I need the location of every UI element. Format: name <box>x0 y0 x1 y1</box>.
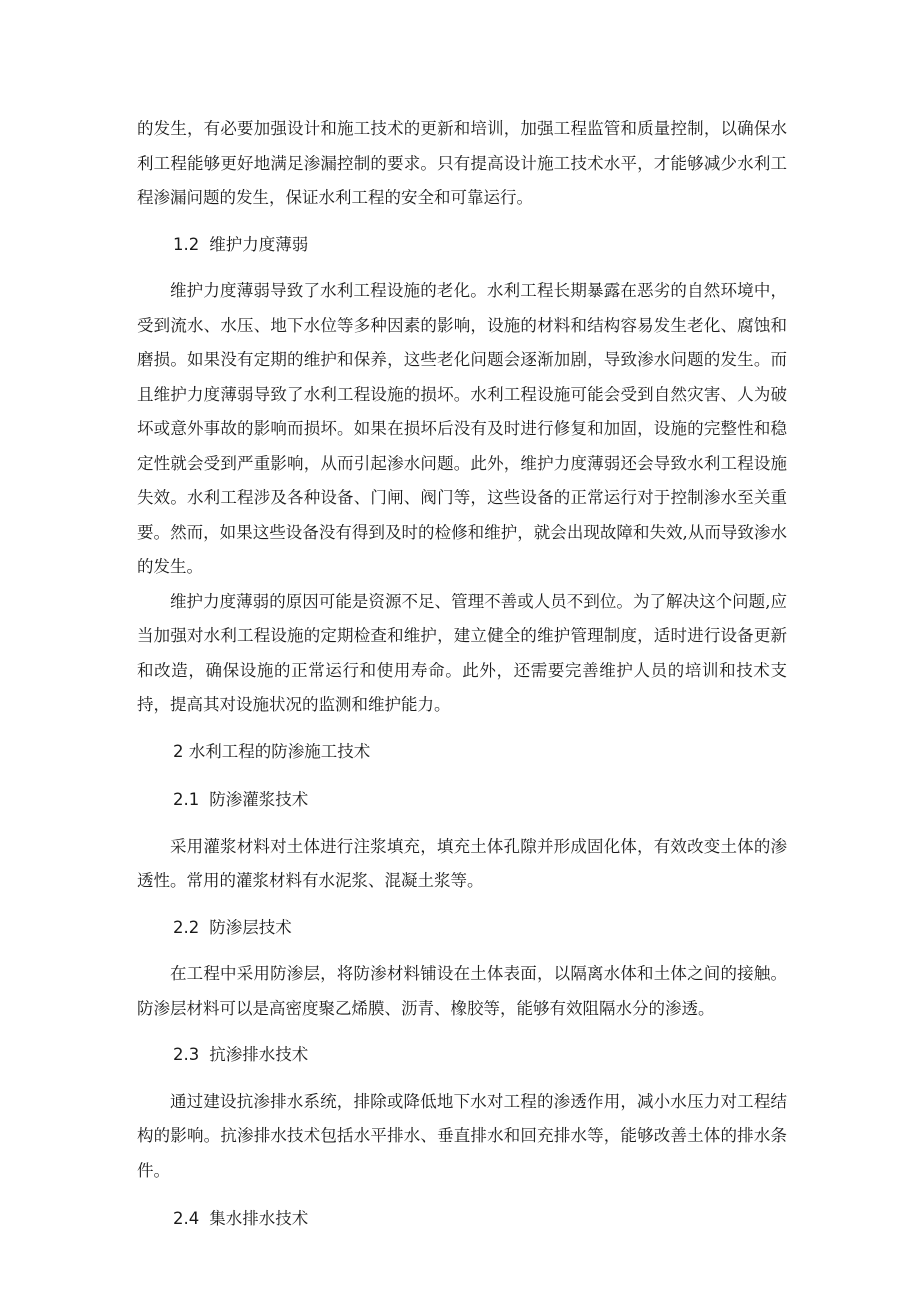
paragraph-maintenance-causes: 维护力度薄弱的原因可能是资源不足、管理不善或人员不到位。为了解决这个问题,应当加强对水利工程设施的定期检查和维护，建立健全的维护管理制度，适时进行设备更新和改造，确保设施的正常运行和使用寿命。此外，还需要完善维护人员的培训和技术支持，提高其对设施状况的监测和维护能力。 <box>137 591 787 714</box>
section-heading-2-1 <box>137 783 787 818</box>
section-number: 2.3 <box>173 1045 200 1064</box>
section-title: 维护力度薄弱 <box>209 234 309 254</box>
section-title: 防渗层技术 <box>209 917 292 937</box>
section-number: 2.2 <box>173 917 200 937</box>
section-number: 2.4 <box>173 1209 200 1228</box>
document-page <box>137 112 787 1237</box>
paragraph-seepage-layer: 在工程中采用防渗层，将防渗材料铺设在土体表面，以隔离水体和土体之间的接触。防渗层材料可以是高密度聚乙烯膜、沥青、橡胶等，能够有效阻隔水分的渗透。 <box>137 964 787 1018</box>
section-number: 1.2 <box>173 234 200 254</box>
section-number: 2.1 <box>173 790 200 809</box>
section-heading-1-2 <box>137 228 787 263</box>
section-title: 抗渗排水技术 <box>209 1045 309 1064</box>
section-title: 防渗灌浆技术 <box>209 790 309 809</box>
section-title: 集水排水技术 <box>209 1209 309 1228</box>
section-heading-2-4 <box>137 1202 787 1237</box>
paragraph-maintenance-aging: 维护力度薄弱导致了水利工程设施的老化。水利工程长期暴露在恶劣的自然环境中，受到流水、水压、地下水位等多种因素的影响，设施的材料和结构容易发生老化、腐蚀和磨损。如果没有定期的维护和保养，这些老化问题会逐渐加剧，导致渗水问题的发生。而且维护力度薄弱导致了水利工程设施的损坏。水利工程设施可能会受到自然灾害、人为破坏或意外事故的影响而损坏。如果在损坏后没有及时进行修复和加固，设施的完整性和稳定性就会受到严重影响，从而引起渗水问题。此外，维护力度薄弱还会导致水利工程设施失效。水利工程涉及各种设备、门闸、阀门等，这些设备的正常运行对于控制渗水至关重要。然而，如果这些设备没有得到及时的检修和维护，就会出现故障和失效,从而导致渗水的发生。 <box>137 281 787 576</box>
paragraph-continuation: 的发生，有必要加强设计和施工技术的更新和培训，加强工程监管和质量控制，以确保水利工程能够更好地满足渗漏控制的要求。只有提高设计施工技术水平，才能够减少水利工程渗漏问题的发生，保证水利工程的安全和可靠运行。 <box>137 119 787 207</box>
paragraph-grouting: 采用灌浆材料对土体进行注浆填充，填充土体孔隙并形成固化体，有效改变土体的渗透性。常用的灌浆材料有水泥浆、混凝土浆等。 <box>137 836 787 890</box>
chapter-heading-2: 2 水利工程的防渗施工技术 <box>173 741 371 761</box>
section-heading-2-3 <box>137 1038 787 1073</box>
paragraph-drainage: 通过建设抗渗排水系统，排除或降低地下水对工程的渗透作用，减小水压力对工程结构的影响。抗渗排水技术包括水平排水、垂直排水和回充排水等，能够改善土体的排水条件。 <box>137 1091 787 1180</box>
section-heading-2-2 <box>137 911 787 946</box>
